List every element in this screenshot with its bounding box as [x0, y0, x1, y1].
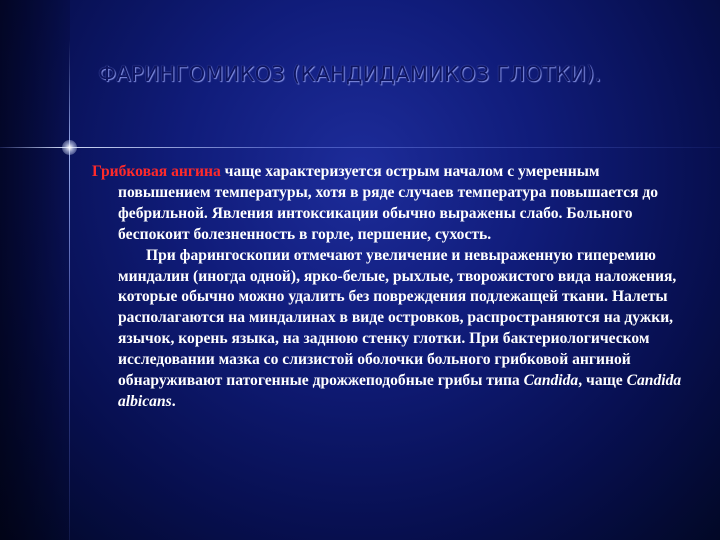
slide-title: ФАРИНГОМИКОЗ (КАНДИДАМИКОЗ ГЛОТКИ).: [98, 62, 602, 86]
italic-species: Candida albicans: [118, 372, 682, 410]
highlight-term: Грибковая ангина: [92, 163, 221, 180]
italic-genus: Candida: [523, 372, 579, 390]
slide-body: [92, 162, 682, 413]
paragraph-2-mid: , чаще: [578, 372, 627, 390]
paragraph-2: [92, 246, 682, 413]
paragraph-2-end: .: [171, 392, 176, 410]
horizontal-decor-line: [0, 147, 720, 148]
left-decor-band: [0, 0, 70, 540]
paragraph-2-text: При фарингоскопии отмечают увеличение и невыраженную гиперемию миндалин (иногда одной), ярко-белые, рыхлые, творожистого вида наложения, которые обычно можно удалить без повреждения подлежащей ткани. Налеты располагаются на миндалинах в виде островков, распространяются на дужки, язычок, корень языка, на заднюю стенку глотки. При бактериологическом исследовании мазка со слизистой оболочки больного грибковой ангиной обнаруживают патогенные дрожжеподобные грибы типа: [118, 246, 677, 390]
paragraph-1-text: чаще характеризуется острым началом с умеренным повышением температуры, хотя в ряде случаев температура повышается до фебрильной. Явления интоксикации обычно выражены слабо. Больного беспокоит болезненность в горле, першение, сухость.: [118, 163, 659, 243]
vertical-decor-line: [69, 40, 70, 540]
paragraph-1: [92, 162, 682, 246]
sparkle-icon: [62, 140, 77, 155]
